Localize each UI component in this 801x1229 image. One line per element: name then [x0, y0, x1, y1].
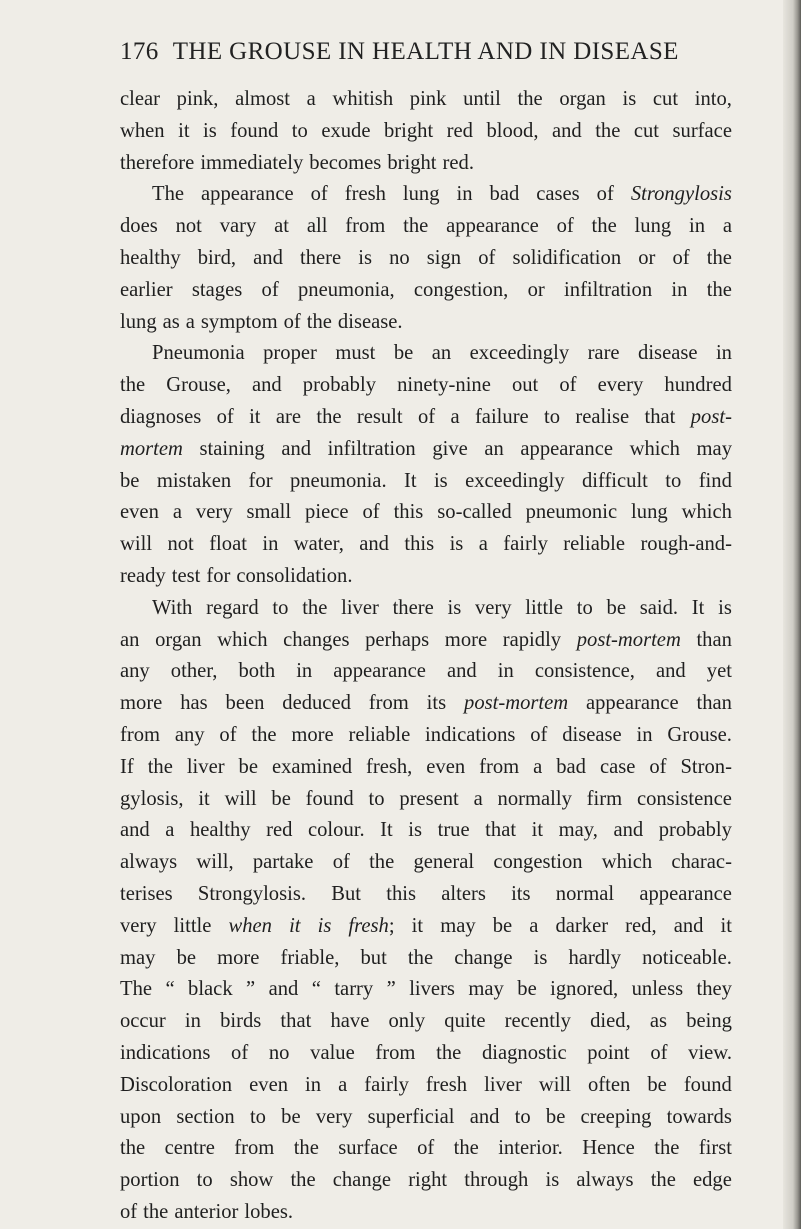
text-line: diagnoses of it are the result of a failure to realise that post- [120, 405, 732, 428]
text-line: mortem staining and infiltration give an appearance which may [120, 437, 732, 460]
text-line: even a very small piece of this so-called pneumonic lung which [120, 501, 732, 524]
text-line: gylosis, it will be found to present a normally firm consistence [120, 787, 732, 810]
text-line: when it is found to exude bright red blood, and the cut surface [120, 119, 732, 142]
text-line: of the anterior lobes. [120, 1200, 293, 1223]
text-line: be mistaken for pneumonia. It is exceedingly difficult to find [120, 469, 732, 492]
text-line: very little when it is fresh; it may be a darker red, and it [120, 914, 732, 937]
body-text [120, 84, 732, 1229]
text-line: and a healthy red colour. It is true that it may, and probably [120, 819, 732, 842]
text-line: lung as a symptom of the disease. [120, 310, 403, 333]
text-line: more has been deduced from its post-mortem appearance than [120, 692, 732, 715]
page-edge-shadow [783, 0, 801, 1229]
text-line: The “ black ” and “ tarry ” livers may be ignored, unless they [120, 978, 732, 1001]
text-line: With regard to the liver there is very little to be said. It is [152, 596, 732, 619]
text-line: any other, both in appearance and in consistence, and yet [120, 660, 732, 683]
text-line: will not float in water, and this is a fairly reliable rough-and- [120, 533, 732, 556]
text-line: portion to show the change right through is always the edge [120, 1169, 732, 1192]
text-line: terises Strongylosis. But this alters its normal appearance [120, 882, 732, 905]
text-line: an organ which changes perhaps more rapidly post-mortem than [120, 628, 732, 651]
running-head [120, 38, 720, 66]
text-line: If the liver be examined fresh, even from a bad case of Stron- [120, 755, 732, 778]
text-line: The appearance of fresh lung in bad cases of Strongylosis [152, 183, 732, 206]
text-line: therefore immediately becomes bright red. [120, 151, 474, 174]
text-line: healthy bird, and there is no sign of solidification or of the [120, 246, 732, 269]
text-line: always will, partake of the general congestion which charac- [120, 851, 732, 874]
text-line: clear pink, almost a whitish pink until the organ is cut into, [120, 88, 732, 110]
running-title: THE GROUSE IN HEALTH AND IN DISEASE [172, 38, 679, 65]
text-line: does not vary at all from the appearance of the lung in a [120, 215, 732, 238]
text-line: Pneumonia proper must be an exceedingly rare disease in [152, 342, 732, 365]
text-line: ready test for consolidation. [120, 564, 353, 587]
text-line: indications of no value from the diagnostic point of view. [120, 1041, 732, 1064]
text-line: the Grouse, and probably ninety-nine out of every hundred [120, 374, 732, 397]
text-line: earlier stages of pneumonia, congestion, or infiltration in the [120, 278, 732, 301]
text-line: the centre from the surface of the interior. Hence the first [120, 1137, 732, 1160]
text-line: from any of the more reliable indications of disease in Grouse. [120, 723, 732, 746]
text-line: Discoloration even in a fairly fresh liver will often be found [120, 1073, 732, 1096]
page-number: 176 [120, 38, 159, 65]
text-line: occur in birds that have only quite recently died, as being [120, 1010, 732, 1033]
text-line: upon section to be very superficial and to be creeping towards [120, 1105, 732, 1128]
text-line: may be more friable, but the change is hardly noticeable. [120, 946, 732, 969]
